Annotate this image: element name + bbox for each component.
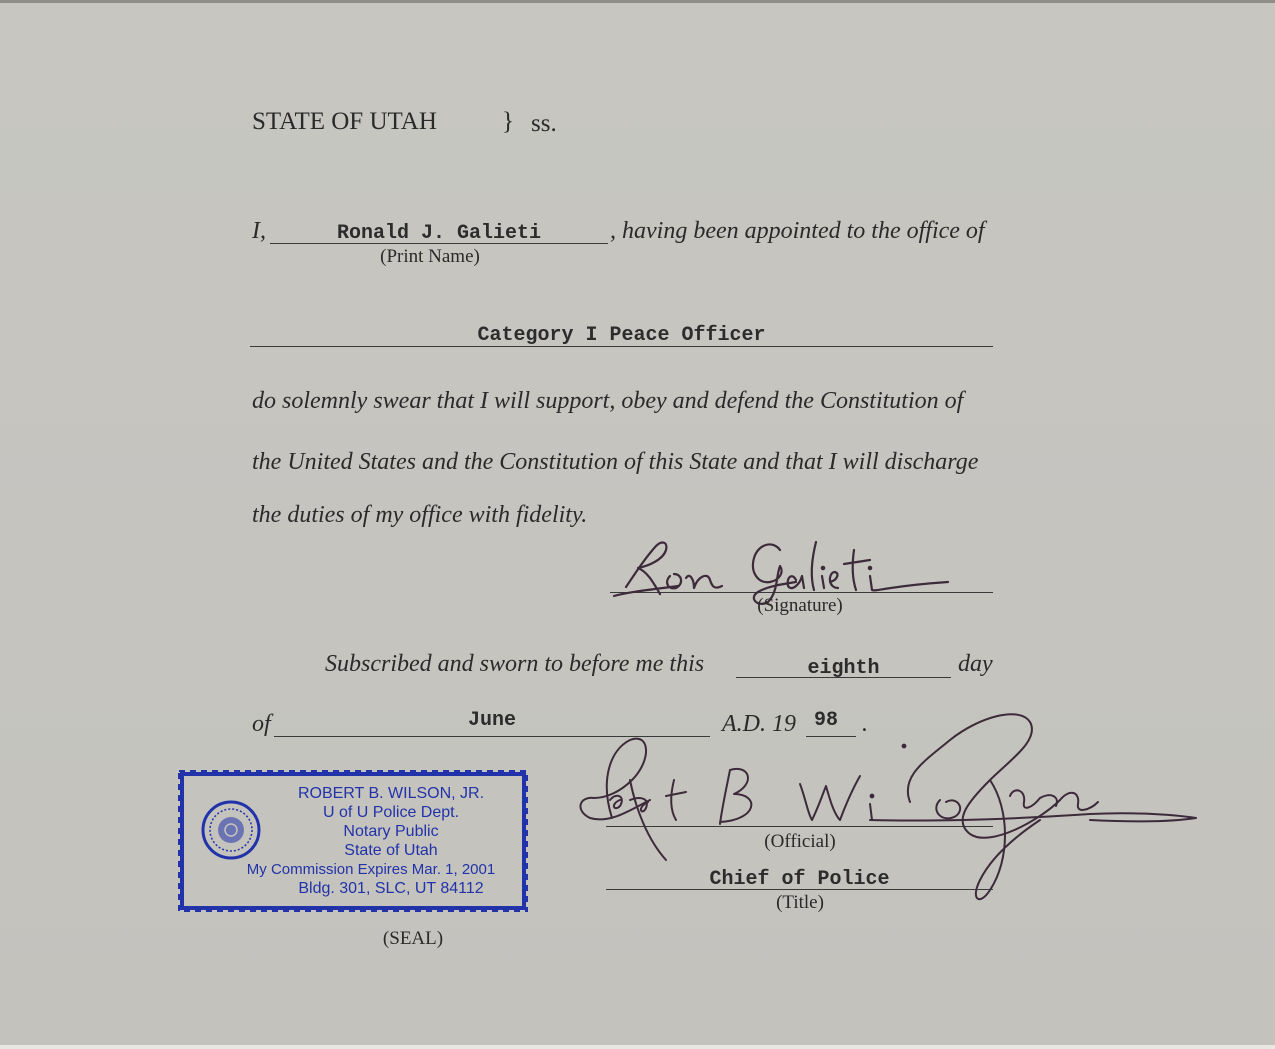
name-caption: (Print Name) <box>380 246 480 267</box>
month-value: June <box>467 709 516 732</box>
ss-abbreviation: ss. <box>531 110 557 137</box>
ad-text: A.D. 19 <box>722 711 796 737</box>
oath-line-3: the duties of my office with fidelity. <box>252 502 588 528</box>
oath-prefix: I, <box>252 218 266 244</box>
office-value: Category I Peace Officer <box>477 324 766 347</box>
official-caption: (Official) <box>764 831 836 852</box>
stamp-line-address: Bldg. 301, SLC, UT 84112 <box>298 880 484 897</box>
subscribed-text: Subscribed and sworn to before me this <box>325 651 705 677</box>
scan-bottom-edge <box>0 1045 1275 1049</box>
of-word: of <box>252 711 271 737</box>
oath-line-2: the United States and the Constitution of this State and that I will discharge <box>252 449 979 475</box>
stamp-line-commission: My Commission Expires Mar. 1, 2001 <box>246 861 496 878</box>
scan-top-edge <box>0 0 1275 3</box>
seal-caption: (SEAL) <box>382 928 444 949</box>
state-heading: STATE OF UTAH <box>252 108 437 135</box>
stamp-text <box>246 784 516 898</box>
day-value: eighth <box>807 657 880 680</box>
period: . <box>862 711 868 737</box>
stamp-line-state: State of Utah <box>344 842 438 859</box>
appointed-text: , having been appointed to the office of <box>610 218 985 244</box>
brace: } <box>502 108 514 135</box>
name-value: Ronald J. Galieti <box>336 222 542 245</box>
title-value: Chief of Police <box>709 868 890 891</box>
oath-line-1: do solemnly swear that I will support, obey and defend the Constitution of <box>252 388 964 414</box>
stamp-line-dept: U of U Police Dept. <box>322 804 460 821</box>
notary-stamp <box>178 770 528 912</box>
stamp-line-notary: Notary Public <box>343 823 439 840</box>
year-value: 98 <box>813 709 838 732</box>
title-caption: (Title) <box>776 892 824 913</box>
signature-caption: (Signature) <box>757 595 843 616</box>
stamp-line-name: ROBERT B. WILSON, JR. <box>297 785 485 802</box>
day-word: day <box>958 651 993 677</box>
